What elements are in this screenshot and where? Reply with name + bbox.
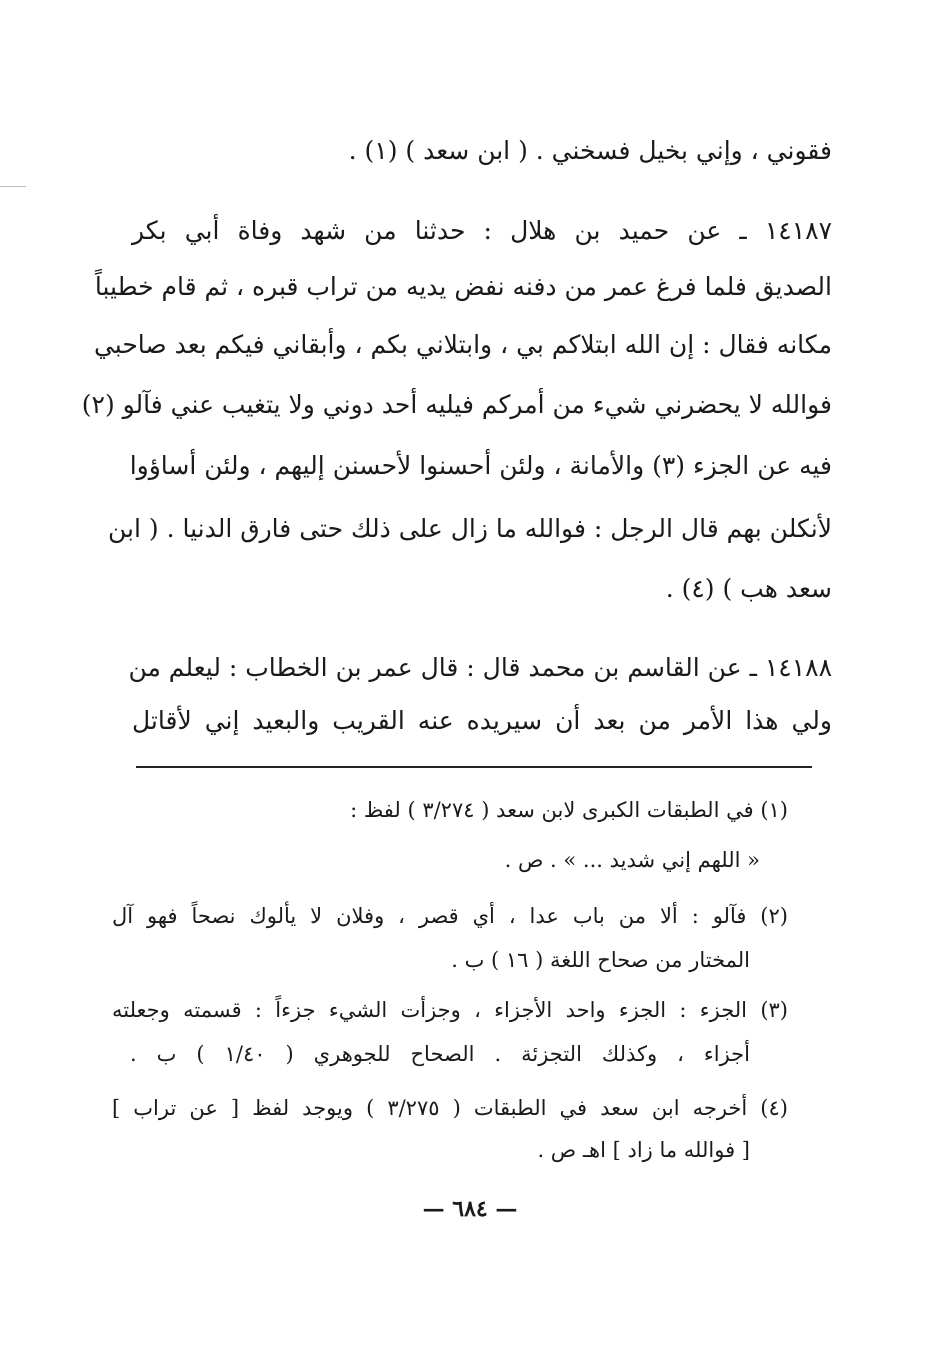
footnote-2-line: (٢) فآلو : ألا من باب عدا ، أي قصر ، وفلان لا يألوك نصحاً فهو آل — [112, 904, 788, 928]
scan-mark — [0, 186, 26, 187]
footnote-1-line: (١) في الطبقات الكبرى لابن سعد ( ٣/٢٧٤ ) لفظ : — [350, 798, 788, 822]
footnote-4-line: [ فوالله ما زاد ] اهـ ص . — [537, 1138, 750, 1162]
body-line: فيه عن الجزء (٣) والأمانة ، ولئن أحسنوا لأحسنن إليهم ، ولئن أساؤوا — [129, 451, 832, 480]
hadith-14188-heading-line: ١٤١٨٨ ـ عن القاسم بن محمد قال : قال عمر بن الخطاب : ليعلم من — [128, 653, 832, 682]
body-line: لأنكلن بهم قال الرجل : فوالله ما زال على ذلك حتى فارق الدنيا . ( ابن — [107, 514, 832, 543]
footnote-3-line: (٣) الجزء : الجزء واحد الأجزاء ، وجزأت الشيء جزءاً : قسمته وجعلته — [112, 998, 788, 1022]
hadith-14187-heading-line: ١٤١٨٧ ـ عن حميد بن هلال : حدثنا من شهد وفاة أبي بكر — [132, 216, 832, 245]
body-line: الصديق فلما فرغ عمر من دفنه نفض يديه من تراب قبره ، ثم قام خطيباً — [94, 272, 832, 301]
footnote-4-line: (٤) أخرجه ابن سعد في الطبقات ( ٣/٢٧٥ ) ويوجد لفظ [ عن تراب ] — [112, 1096, 788, 1120]
body-line: ولي هذا الأمر من بعد أن سيريده عنه القريب والبعيد إني لأقاتل — [132, 706, 832, 735]
page-number: — ٦٨٤ — — [422, 1196, 518, 1222]
body-line: فقوني ، وإني بخيل فسخني . ( ابن سعد ) (١) . — [348, 136, 832, 165]
footnote-1-line: « اللهم إني شديد ... » . ص . — [504, 848, 760, 872]
body-line: فوالله لا يحضرني شيء من أمركم فيليه أحد دوني ولا يتغيب عني فآلو (٢) — [81, 390, 832, 419]
body-line: سعد هب ) (٤) . — [665, 574, 832, 603]
footnote-2-line: المختار من صحاح اللغة ( ١٦ ) ب . — [451, 948, 750, 972]
footnote-3-line: أجزاء ، وكذلك التجزئة . الصحاح للجوهري ( ١/٤٠ ) ب . — [130, 1042, 750, 1066]
body-line: مكانه فقال : إن الله ابتلاكم بي ، وابتلاني بكم ، وأبقاني فيكم بعد صاحبي — [93, 330, 832, 359]
footnote-separator — [136, 766, 812, 768]
